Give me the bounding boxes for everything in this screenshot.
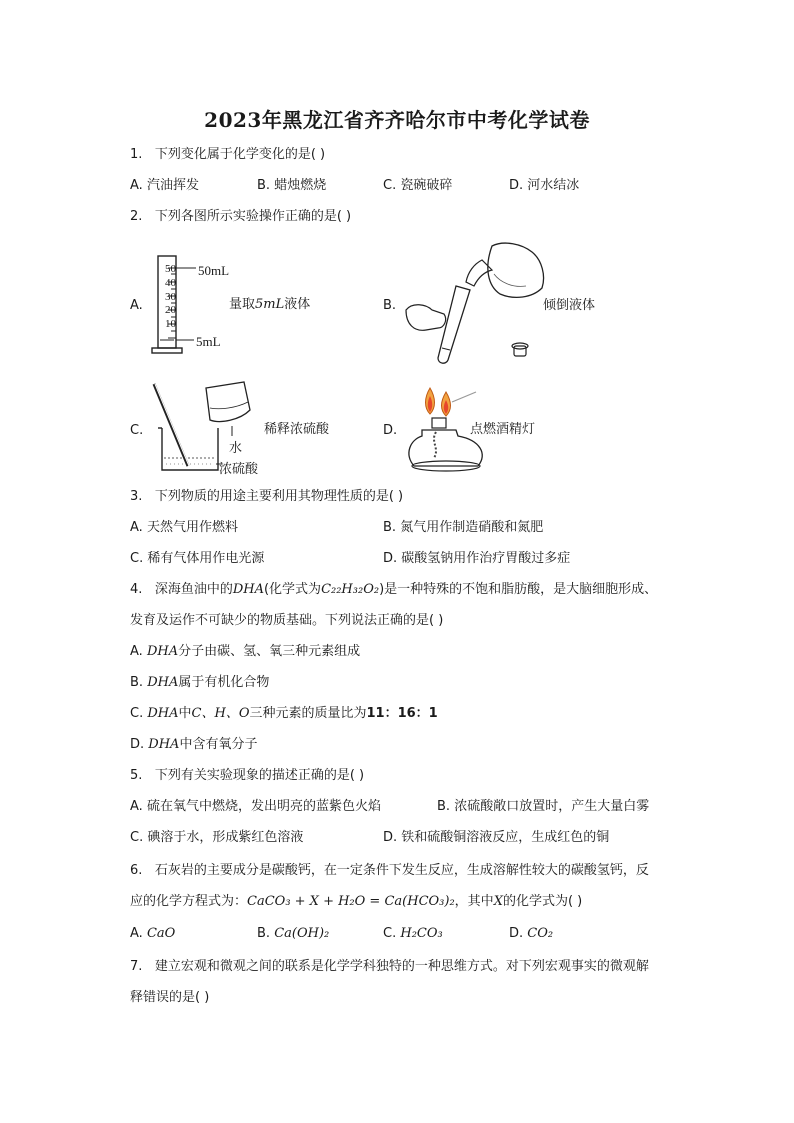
option-b-text: 倾倒液体 <box>543 298 596 313</box>
question-stem: 下列变化属于化学变化的是( ) <box>154 147 326 162</box>
option-a: A. 天然气用作燃料 <box>130 520 238 535</box>
cylinder-tick-labels <box>165 263 176 332</box>
option-c: C. DHA中C、H、O三种元素的质量比为11：16：1 <box>130 706 438 721</box>
question-7 <box>130 958 649 976</box>
page-title: 2023年黑龙江省齐齐哈尔市中考化学试卷 <box>204 108 590 132</box>
option-a: A. 汽油挥发 <box>130 178 199 193</box>
option-d: D. 碳酸氢钠用作治疗胃酸过多症 <box>383 551 571 566</box>
label-conc-acid: 浓硫酸 <box>219 462 259 477</box>
option-c-text: 稀释浓硫酸 <box>264 422 330 437</box>
option-a-text: 量取5mL液体 <box>229 297 311 312</box>
option-a: A. CaO <box>130 926 176 941</box>
option-b: B. 氮气用作制造硝酸和氮肥 <box>383 520 544 535</box>
question-number: 2. <box>130 209 143 224</box>
question-4-line-2: 发育及运作不可缺少的物质基础。下列说法正确的是( ) <box>130 613 444 628</box>
option-c-key: C. <box>130 423 144 438</box>
option-d-text: 点燃酒精灯 <box>470 422 536 437</box>
tick-label: 50 <box>165 263 176 275</box>
question-number: 1. <box>130 147 143 162</box>
option-c: C. H₂CO₃ <box>383 926 443 941</box>
question-stem: 下列有关实验现象的描述正确的是( ) <box>154 768 365 783</box>
option-a-key: A. <box>130 298 143 313</box>
label-50ml: 50mL <box>198 263 230 278</box>
option-d: D. DHA中含有氧分子 <box>130 737 258 752</box>
question-number: 5. <box>130 768 143 783</box>
tick-label: 20 <box>165 304 176 317</box>
question-3 <box>130 488 403 506</box>
tick-label: 30 <box>165 290 176 303</box>
question-number: 6. <box>130 863 143 878</box>
option-a: A. DHA分子由碳、氢、氧三种元素组成 <box>130 644 361 659</box>
option-d: D. 铁和硫酸铜溶液反应，生成红色的铜 <box>383 830 610 845</box>
option-b-key: B. <box>383 298 397 313</box>
question-4: 4. 深海鱼油中的DHA(化学式为C₂₂H₃₂O₂)是一种特殊的不饱和脂肪酸，是大脑细胞形成、 <box>130 582 658 597</box>
question-stem: 石灰岩的主要成分是碳酸钙，在一定条件下发生反应，生成溶解性较大的碳酸氢钙，反 <box>154 863 649 878</box>
tick-label: 10 <box>165 318 176 331</box>
question-number: 4. <box>130 582 143 597</box>
question-6-line-2: 应的化学方程式为：CaCO₃ + X + H₂O = Ca(HCO₃)₂，其中X的化学式为( ) <box>130 894 583 909</box>
option-b: B. 蜡烛燃烧 <box>257 178 327 193</box>
question-5 <box>130 767 364 785</box>
question-number: 7. <box>130 959 143 974</box>
option-b: B. 浓硫酸敞口放置时，产生大量白雾 <box>437 799 650 814</box>
question-6 <box>130 862 649 880</box>
question-number: 3. <box>130 489 143 504</box>
tick-label: 40 <box>165 276 176 289</box>
option-c: C. 瓷碗破碎 <box>383 178 453 193</box>
option-b: B. Ca(OH)₂ <box>257 926 330 941</box>
option-d: D. CO₂ <box>509 926 554 941</box>
question-7-line-2: 释错误的是( ) <box>130 990 210 1005</box>
question-stem: 下列物质的用途主要利用其物理性质的是( ) <box>154 489 404 504</box>
question-stem: 建立宏观和微观之间的联系是化学学科独特的一种思维方式。对下列宏观事实的微观解 <box>154 959 649 974</box>
option-d: D. 河水结冰 <box>509 178 580 193</box>
label-5ml: 5mL <box>196 334 221 349</box>
option-d-key: D. <box>383 423 398 438</box>
question-1 <box>130 146 325 164</box>
pouring-liquid-figure <box>404 238 554 366</box>
option-a: A. 硫在氧气中燃烧，发出明亮的蓝紫色火焰 <box>130 799 381 814</box>
label-water: 水 <box>229 441 243 456</box>
option-b: B. DHA属于有机化合物 <box>130 675 270 690</box>
question-stem: 下列各图所示实验操作正确的是( ) <box>154 209 352 224</box>
question-2 <box>130 208 351 226</box>
option-c: C. 碘溶于水，形成紫红色溶液 <box>130 830 304 845</box>
option-c: C. 稀有气体用作电光源 <box>130 551 265 566</box>
